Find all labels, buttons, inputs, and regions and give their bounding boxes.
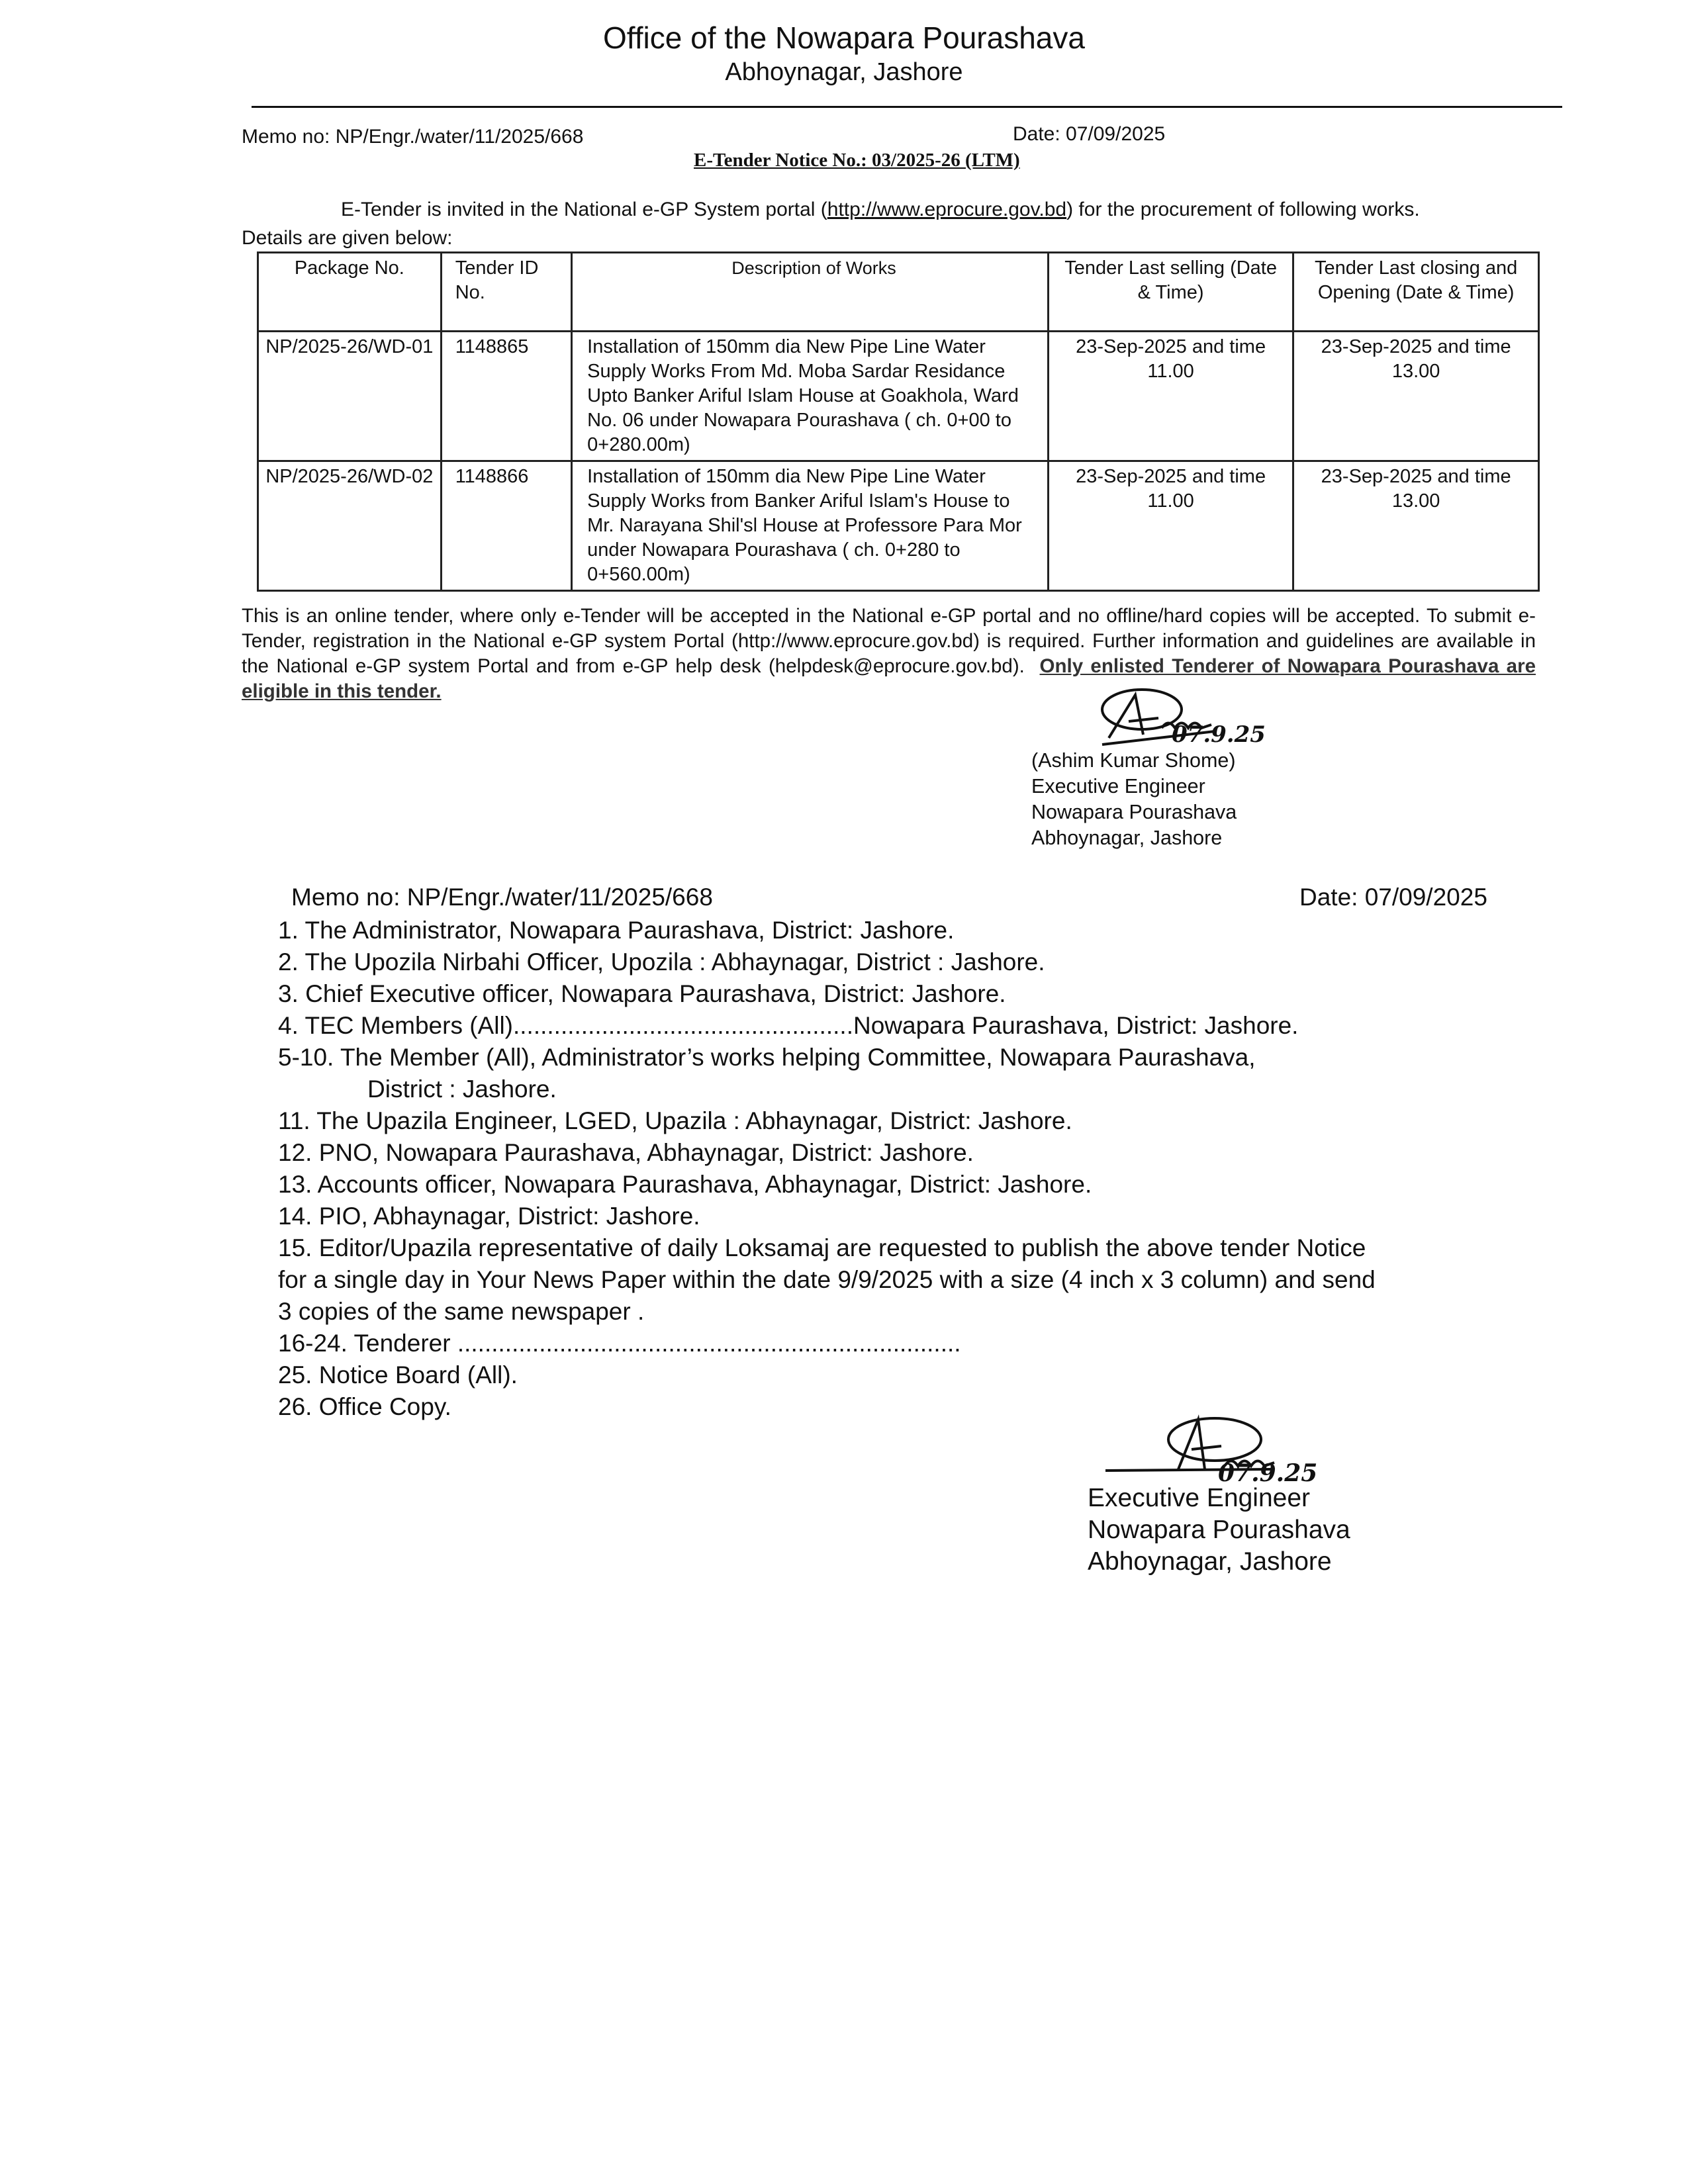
intro-suffix: ) for the procurement of following works. xyxy=(1066,199,1420,220)
tender-notice-number: E-Tender Notice No.: 03/2025-26 (LTM) xyxy=(694,150,1020,171)
header-divider xyxy=(252,106,1562,108)
table-row xyxy=(258,332,1539,461)
header-last-closing: Tender Last closing and Opening (Date & Time) xyxy=(1293,253,1539,332)
table-row xyxy=(258,461,1539,591)
table-header-row xyxy=(258,253,1539,332)
signatory-1-block xyxy=(1031,748,1237,851)
list-item: 3 copies of the same newspaper . xyxy=(278,1298,645,1325)
signatory-1-name: (Ashim Kumar Shome) xyxy=(1031,749,1236,772)
signature-1-date: 07.9.25 xyxy=(1172,721,1266,748)
cell-last-selling: 23-Sep-2025 and time 11.00 xyxy=(1048,461,1293,591)
signatory-2-location: Abhoynagar, Jashore xyxy=(1088,1547,1332,1576)
distribution-date: Date: 07/09/2025 xyxy=(1299,884,1487,911)
intro-text xyxy=(341,199,1420,221)
list-item: 11. The Upazila Engineer, LGED, Upazila : Abhaynagar, District: Jashore. xyxy=(278,1107,1072,1134)
eprocure-link[interactable]: http://www.eprocure.gov.bd xyxy=(827,199,1067,220)
list-item: 1. The Administrator, Nowapara Paurashava, District: Jashore. xyxy=(278,917,955,944)
cell-tender-id: 1148865 xyxy=(441,332,571,461)
list-item: 14. PIO, Abhaynagar, District: Jashore. xyxy=(278,1203,700,1230)
cell-last-closing: 23-Sep-2025 and time 13.00 xyxy=(1293,332,1539,461)
terms-text: This is an online tender, where only e-Tender will be accepted in the National e-GP portal and no offline/hard copies will be accepted. To submit e-Tender, registration in the National e-GP system Portal (http://www.eprocure.gov.bd) is required. Further information and guidelines are available in the National e-GP system Portal and from e-GP help desk (helpdesk@eprocure.gov.bd). xyxy=(242,605,1536,677)
header-description: Description of Works xyxy=(572,253,1049,332)
list-item: District : Jashore. xyxy=(367,1075,557,1103)
list-item: for a single day in Your News Paper within the date 9/9/2025 with a size (4 inch x 3 column) and send xyxy=(278,1266,1376,1293)
header-tender-id: Tender ID No. xyxy=(441,253,571,332)
cell-last-selling: 23-Sep-2025 and time 11.00 xyxy=(1048,332,1293,461)
signatory-2-designation: Executive Engineer xyxy=(1088,1484,1311,1512)
list-item: 13. Accounts officer, Nowapara Paurashava, Abhaynagar, District: Jashore. xyxy=(278,1171,1092,1198)
signatory-1-designation: Executive Engineer xyxy=(1031,775,1205,797)
list-item: 4. TEC Members (All)..................................................Nowapara Paurashava, District: Jashore. xyxy=(278,1012,1299,1039)
signature-1-icon xyxy=(1029,682,1307,754)
eligibility-note: Only enlisted Tenderer of Nowapara Pourashava are eligible in this tender. xyxy=(242,655,1536,702)
signature-2-date: 07.9.25 xyxy=(1218,1459,1318,1487)
memo-number: Memo no: NP/Engr./water/11/2025/668 xyxy=(242,126,584,148)
details-label: Details are given below: xyxy=(242,227,453,249)
list-item: 26. Office Copy. xyxy=(278,1393,451,1420)
header-last-selling: Tender Last selling (Date & Time) xyxy=(1048,253,1293,332)
signatory-1-office: Nowapara Pourashava xyxy=(1031,801,1237,823)
terms-paragraph xyxy=(242,604,1536,704)
signatory-1-location: Abhoynagar, Jashore xyxy=(1031,827,1223,849)
header-package-no: Package No. xyxy=(258,253,442,332)
cell-tender-id: 1148866 xyxy=(441,461,571,591)
signatory-2-block xyxy=(1088,1482,1350,1578)
office-title: Office of the Nowapara Pourashava xyxy=(603,21,1085,55)
memo-date: Date: 07/09/2025 xyxy=(1013,123,1166,145)
list-item: 25. Notice Board (All). xyxy=(278,1361,518,1388)
intro-prefix: E-Tender is invited in the National e-GP System portal ( xyxy=(341,199,827,220)
tender-table xyxy=(257,251,1540,592)
list-item: 2. The Upozila Nirbahi Officer, Upozila : Abhaynagar, District : Jashore. xyxy=(278,948,1045,976)
list-item: 12. PNO, Nowapara Paurashava, Abhaynagar, District: Jashore. xyxy=(278,1139,974,1166)
list-item: 5-10. The Member (All), Administrator’s works helping Committee, Nowapara Paurashava, xyxy=(278,1044,1256,1071)
distribution-list xyxy=(278,915,1536,1423)
distribution-memo-number: Memo no: NP/Engr./water/11/2025/668 xyxy=(291,884,713,911)
list-item: 16-24. Tenderer .......................................................................... xyxy=(278,1330,961,1357)
cell-package-no: NP/2025-26/WD-02 xyxy=(258,461,442,591)
office-location: Abhoynagar, Jashore xyxy=(725,58,963,86)
cell-description: Installation of 150mm dia New Pipe Line Water Supply Works from Banker Ariful Islam's House to Mr. Narayana Shil'sl House at Professore Para Mor under Nowapara Pourashava ( ch. 0+280 to 0+560.00m) xyxy=(572,461,1049,591)
cell-package-no: NP/2025-26/WD-01 xyxy=(258,332,442,461)
list-item: 3. Chief Executive officer, Nowapara Paurashava, District: Jashore. xyxy=(278,980,1006,1007)
list-item: 15. Editor/Upazila representative of daily Loksamaj are requested to publish the above tender Notice xyxy=(278,1234,1366,1261)
cell-last-closing: 23-Sep-2025 and time 13.00 xyxy=(1293,461,1539,591)
cell-description: Installation of 150mm dia New Pipe Line Water Supply Works From Md. Moba Sardar Residance Upto Banker Ariful Islam House at Goakhola, Ward No. 06 under Nowapara Pourashava ( ch. 0+00 to 0+280.00m) xyxy=(572,332,1049,461)
signatory-2-office: Nowapara Pourashava xyxy=(1088,1516,1350,1544)
